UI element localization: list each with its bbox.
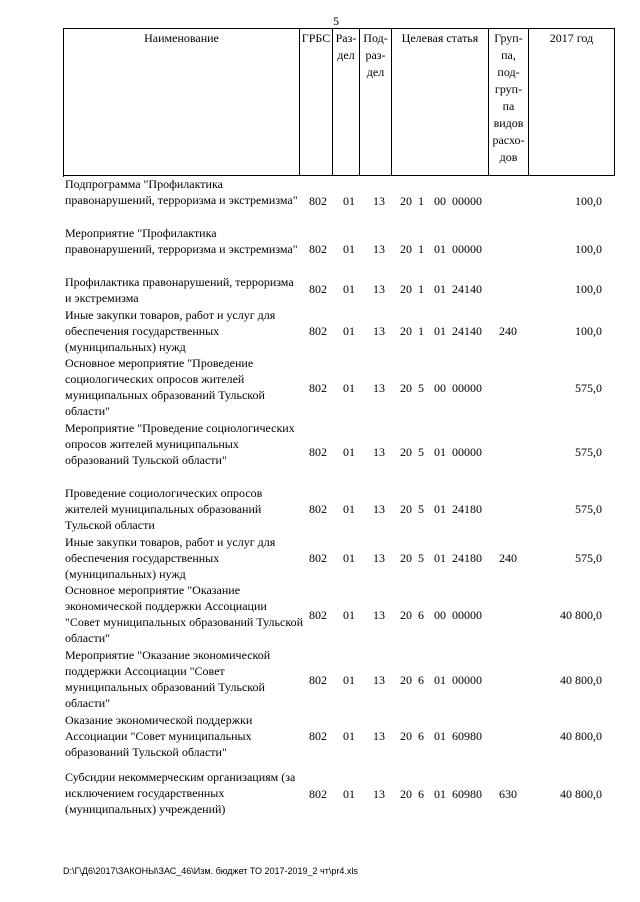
header-target-article: Целевая статья	[392, 29, 489, 176]
row-target-subprogram: 6	[418, 787, 424, 801]
row-expense-group: 240	[499, 551, 517, 565]
row-grbs: 802	[309, 381, 327, 395]
row-amount: 40 800,0	[560, 729, 602, 743]
row-podrazdel: 13	[373, 729, 385, 743]
row-target-event: 00	[434, 608, 446, 622]
row-amount: 100,0	[575, 194, 602, 208]
row-target-event: 01	[434, 502, 446, 516]
row-razdel: 01	[343, 551, 355, 565]
row-podrazdel: 13	[373, 673, 385, 687]
row-target-direction: 00000	[452, 673, 482, 687]
row-target-direction: 00000	[452, 194, 482, 208]
row-podrazdel: 13	[373, 445, 385, 459]
row-target-program: 20	[400, 324, 412, 338]
row-amount: 575,0	[575, 502, 602, 516]
row-target-event: 01	[434, 673, 446, 687]
row-expense-group: 240	[499, 324, 517, 338]
row-podrazdel: 13	[373, 324, 385, 338]
file-path-footer: D:\Г\Д6\2017\ЗАКОНЫ\ЗАС_46\Изм. бюджет ТО 2017-2019_2 чт\pr4.xls	[63, 866, 358, 876]
row-amount: 40 800,0	[560, 608, 602, 622]
row-target-program: 20	[400, 282, 412, 296]
row-target-subprogram: 5	[418, 551, 424, 565]
row-amount: 575,0	[575, 445, 602, 459]
row-target-program: 20	[400, 608, 412, 622]
row-name: Иные закупки товаров, работ и услуг для обеспечения государственных (муниципальных) нужд	[65, 308, 276, 354]
row-grbs: 802	[309, 445, 327, 459]
row-razdel: 01	[343, 282, 355, 296]
row-name: Иные закупки товаров, работ и услуг для обеспечения государственных (муниципальных) нужд	[65, 535, 276, 581]
row-target-direction: 00000	[452, 445, 482, 459]
row-name: Субсидии некоммерческим организациям (за исключением государственных (муниципальных) учреждений)	[65, 770, 296, 816]
row-target-program: 20	[400, 673, 412, 687]
row-name: Оказание экономической поддержки Ассоциации "Совет муниципальных образований Тульской области"	[65, 713, 253, 759]
row-target-direction: 24180	[452, 551, 482, 565]
row-target-event: 01	[434, 282, 446, 296]
row-target-direction: 24180	[452, 502, 482, 516]
row-podrazdel: 13	[373, 608, 385, 622]
row-target-event: 01	[434, 729, 446, 743]
row-grbs: 802	[309, 502, 327, 516]
page-number: 5	[333, 14, 339, 28]
row-podrazdel: 13	[373, 282, 385, 296]
row-target-program: 20	[400, 551, 412, 565]
row-expense-group: 630	[499, 787, 517, 801]
row-target-program: 20	[400, 194, 412, 208]
row-razdel: 01	[343, 242, 355, 256]
row-amount: 100,0	[575, 324, 602, 338]
row-target-direction: 00000	[452, 608, 482, 622]
row-amount: 40 800,0	[560, 787, 602, 801]
row-target-subprogram: 6	[418, 729, 424, 743]
row-razdel: 01	[343, 502, 355, 516]
row-target-event: 01	[434, 324, 446, 338]
row-name: Мероприятие "Оказание экономической поддержки Ассоциации "Совет муниципальных образований Тульской области"	[65, 648, 271, 710]
row-podrazdel: 13	[373, 381, 385, 395]
row-razdel: 01	[343, 381, 355, 395]
row-name: Основное мероприятие "Проведение социологических опросов жителей муниципальных образований Тульской области"	[65, 356, 265, 418]
header-name: Наименование	[64, 29, 300, 176]
row-target-direction: 00000	[452, 381, 482, 395]
row-target-direction: 24140	[452, 324, 482, 338]
row-razdel: 01	[343, 445, 355, 459]
row-name: Профилактика правонарушений, терроризма и экстремизма	[65, 275, 294, 305]
row-target-subprogram: 1	[418, 194, 424, 208]
header-razdel: Раз- дел	[333, 29, 360, 176]
header-year-2017: 2017 год	[529, 29, 615, 176]
row-target-subprogram: 5	[418, 502, 424, 516]
row-grbs: 802	[309, 324, 327, 338]
row-podrazdel: 13	[373, 502, 385, 516]
row-target-program: 20	[400, 787, 412, 801]
row-name: Подпрограмма "Профилактика правонарушений, терроризма и экстремизма"	[65, 177, 298, 207]
row-target-program: 20	[400, 381, 412, 395]
row-grbs: 802	[309, 787, 327, 801]
header-podrazdel: Под- раз- дел	[360, 29, 392, 176]
row-target-event: 01	[434, 445, 446, 459]
row-razdel: 01	[343, 729, 355, 743]
table-header	[63, 28, 615, 177]
row-name: Мероприятие "Профилактика правонарушений, терроризма и экстремизма"	[65, 226, 298, 256]
row-amount: 575,0	[575, 551, 602, 565]
row-target-direction: 60980	[452, 787, 482, 801]
row-amount: 575,0	[575, 381, 602, 395]
row-target-direction: 24140	[452, 282, 482, 296]
row-target-direction: 00000	[452, 242, 482, 256]
row-target-event: 01	[434, 551, 446, 565]
row-target-program: 20	[400, 445, 412, 459]
row-target-event: 01	[434, 787, 446, 801]
row-target-program: 20	[400, 729, 412, 743]
row-target-event: 01	[434, 242, 446, 256]
row-target-program: 20	[400, 242, 412, 256]
row-grbs: 802	[309, 608, 327, 622]
row-razdel: 01	[343, 608, 355, 622]
row-razdel: 01	[343, 673, 355, 687]
row-name: Проведение социологических опросов жителей муниципальных образований Тульской области	[65, 486, 263, 532]
row-amount: 100,0	[575, 282, 602, 296]
row-name: Основное мероприятие "Оказание экономической поддержки Ассоциации "Совет муниципальных образований Тульской области"	[65, 583, 303, 645]
row-podrazdel: 13	[373, 194, 385, 208]
row-amount: 100,0	[575, 242, 602, 256]
row-podrazdel: 13	[373, 242, 385, 256]
header-grbs: ГРБС	[300, 29, 333, 176]
row-grbs: 802	[309, 551, 327, 565]
row-target-event: 00	[434, 381, 446, 395]
row-target-subprogram: 6	[418, 673, 424, 687]
header-expense-group: Груп- па, под- груп- па видов расхо- дов	[489, 29, 529, 176]
row-grbs: 802	[309, 242, 327, 256]
row-podrazdel: 13	[373, 787, 385, 801]
row-razdel: 01	[343, 787, 355, 801]
row-name: Мероприятие "Проведение социологических опросов жителей муниципальных образований Тульской области"	[65, 421, 295, 467]
row-amount: 40 800,0	[560, 673, 602, 687]
row-grbs: 802	[309, 673, 327, 687]
row-razdel: 01	[343, 324, 355, 338]
row-target-direction: 60980	[452, 729, 482, 743]
row-grbs: 802	[309, 282, 327, 296]
row-podrazdel: 13	[373, 551, 385, 565]
row-target-subprogram: 5	[418, 381, 424, 395]
row-target-program: 20	[400, 502, 412, 516]
row-target-event: 00	[434, 194, 446, 208]
row-grbs: 802	[309, 194, 327, 208]
row-target-subprogram: 6	[418, 608, 424, 622]
row-target-subprogram: 5	[418, 445, 424, 459]
row-razdel: 01	[343, 194, 355, 208]
row-target-subprogram: 1	[418, 282, 424, 296]
row-target-subprogram: 1	[418, 324, 424, 338]
row-grbs: 802	[309, 729, 327, 743]
row-target-subprogram: 1	[418, 242, 424, 256]
